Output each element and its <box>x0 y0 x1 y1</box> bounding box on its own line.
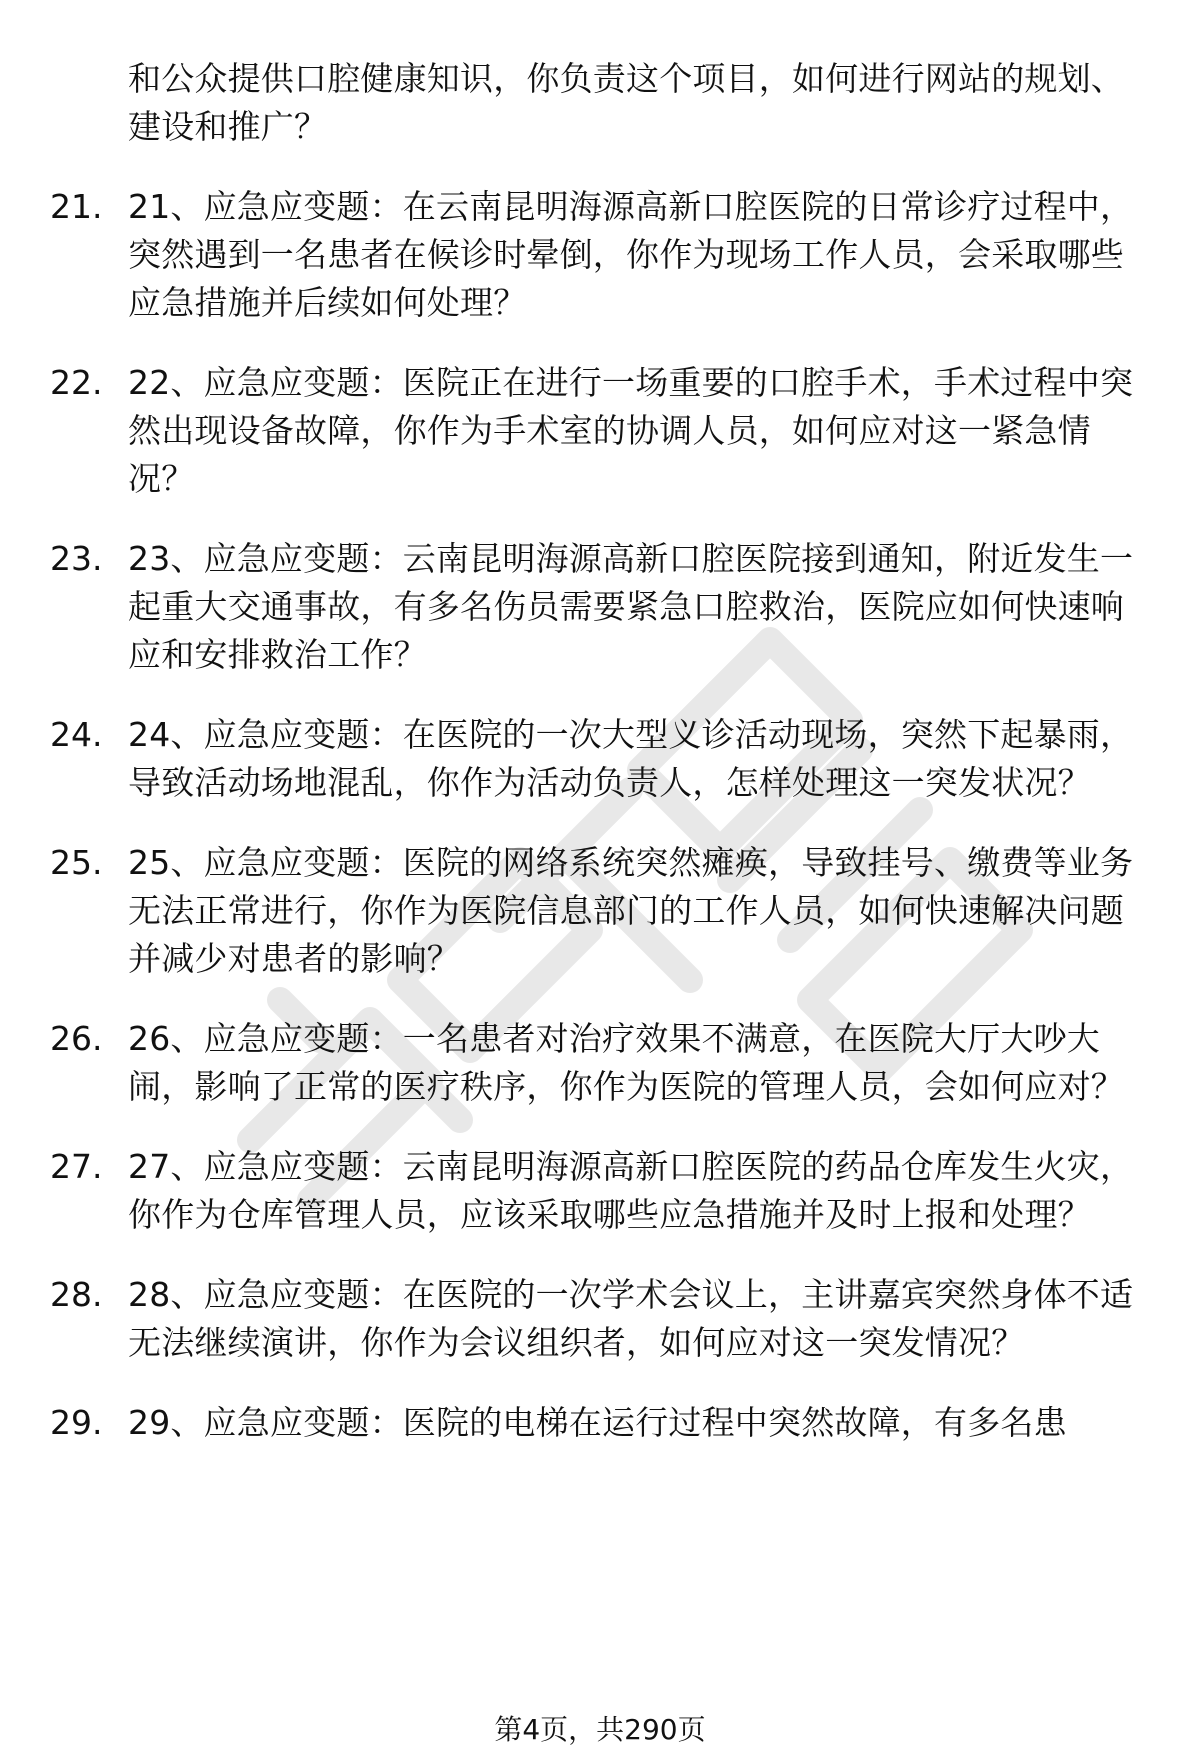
list-item-number: 28. <box>50 1275 103 1314</box>
continuation-paragraph: 和公众提供口腔健康知识，你负责这个项目，如何进行网站的规划、建设和推广？ <box>128 59 1124 146</box>
list-item <box>0 183 1200 327</box>
list-item-text: 23、应急应变题：云南昆明海源高新口腔医院接到通知，附近发生一起重大交通事故，有多名伤员需要紧急口腔救治，医院应如何快速响应和安排救治工作？ <box>128 539 1134 674</box>
list-item-text: 29、应急应变题：医院的电梯在运行过程中突然故障，有多名患 <box>128 1403 1067 1442</box>
list-item-text: 26、应急应变题：一名患者对治疗效果不满意，在医院大厅大吵大闹，影响了正常的医疗秩序，你作为医院的管理人员，会如何应对？ <box>128 1019 1124 1106</box>
list-item-text: 21、应急应变题：在云南昆明海源高新口腔医院的日常诊疗过程中，突然遇到一名患者在候诊时晕倒，你作为现场工作人员，会采取哪些应急措施并后续如何处理？ <box>128 187 1134 322</box>
list-item-text: 24、应急应变题：在医院的一次大型义诊活动现场，突然下起暴雨，导致活动场地混乱，你作为活动负责人，怎样处理这一突发状况？ <box>128 715 1134 802</box>
list-item <box>0 1399 1200 1447</box>
list-item-number: 22. <box>50 363 103 402</box>
page-footer: 第4页，共290页 <box>494 1713 706 1746</box>
list-item-number: 27. <box>50 1147 103 1186</box>
list-item-text: 25、应急应变题：医院的网络系统突然瘫痪，导致挂号、缴费等业务无法正常进行，你作为医院信息部门的工作人员，如何快速解决问题并减少对患者的影响？ <box>128 843 1134 978</box>
list-item <box>0 1015 1200 1111</box>
list-item-text: 28、应急应变题：在医院的一次学术会议上，主讲嘉宾突然身体不适无法继续演讲，你作为会议组织者，如何应对这一突发情况？ <box>128 1275 1134 1362</box>
list-item-number: 24. <box>50 715 103 754</box>
list-item <box>0 359 1200 503</box>
list-item <box>0 1271 1200 1367</box>
document-content <box>0 55 1200 1447</box>
list-item-text: 22、应急应变题：医院正在进行一场重要的口腔手术，手术过程中突然出现设备故障，你作为手术室的协调人员，如何应对这一紧急情况？ <box>128 363 1134 498</box>
list-item-number: 26. <box>50 1019 103 1058</box>
list-item <box>0 1143 1200 1239</box>
list-item-number: 25. <box>50 843 103 882</box>
list-item <box>0 535 1200 679</box>
list-item-number: 23. <box>50 539 103 578</box>
list-item-number: 29. <box>50 1403 103 1442</box>
list-item-text: 27、应急应变题：云南昆明海源高新口腔医院的药品仓库发生火灾，你作为仓库管理人员，应该采取哪些应急措施并及时上报和处理？ <box>128 1147 1134 1234</box>
list-item-number: 21. <box>50 187 103 226</box>
list-item <box>0 839 1200 983</box>
list-item <box>0 711 1200 807</box>
